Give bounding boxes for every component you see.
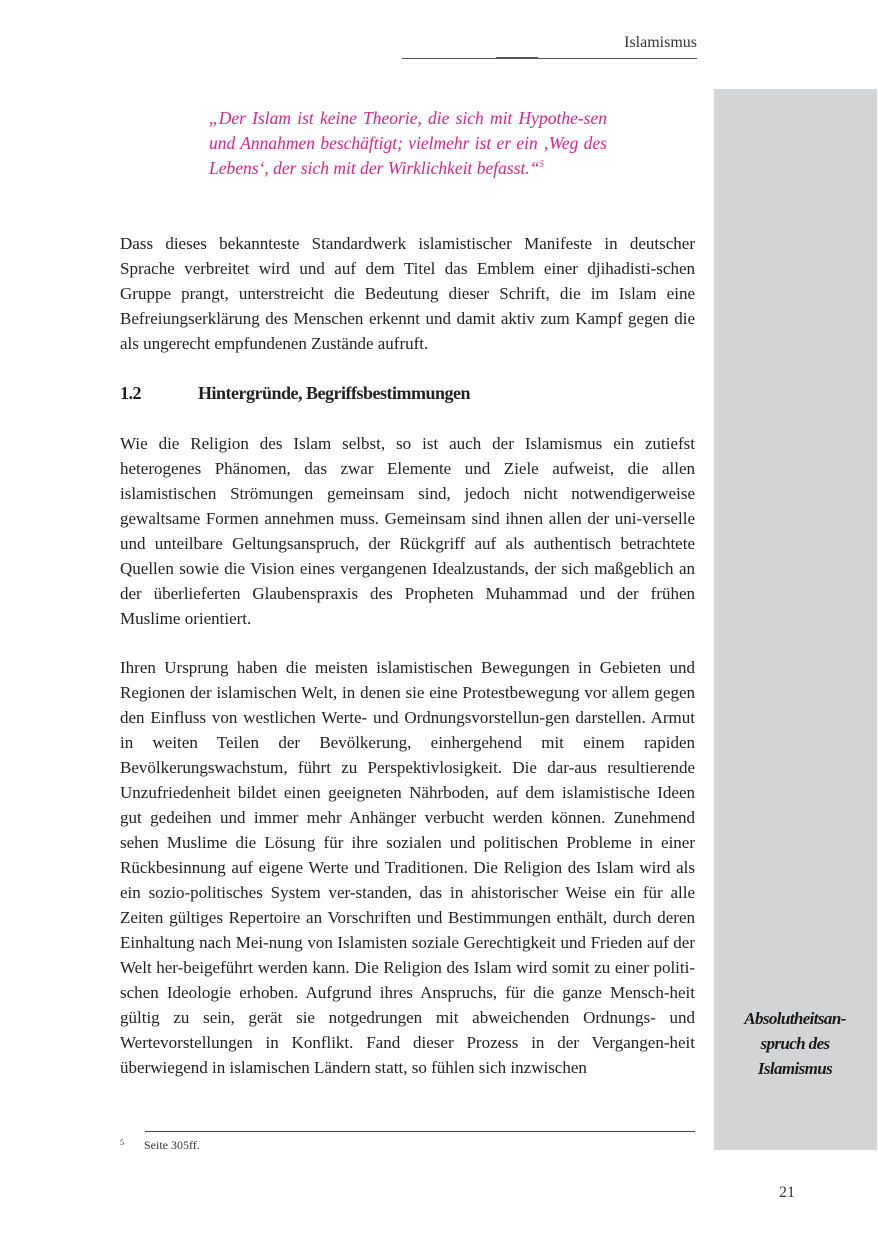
block-quote: [209, 106, 607, 181]
running-head: Islamismus: [624, 34, 697, 51]
paragraph-1: Dass dieses bekannteste Standardwerk islamistischer Manifeste in deutscher Sprache verbreitet wird und auf dem Titel das Emblem einer djihadisti-schen Gruppe prangt, unterstreicht die Bedeutung dieser Schrift, die im Islam eine Befreiungserklärung des Menschen erkennt und damit aktiv zum Kampf gegen die als ungerecht empfundenen Zustände aufruft.: [120, 234, 695, 353]
footnote-text: Seite 305ff.: [144, 1138, 200, 1152]
section-number: 1.2: [120, 383, 141, 403]
margin-note: Absolutheitsan- spruch des Islamismus: [744, 1009, 846, 1078]
page-number: 21: [779, 1184, 795, 1201]
paragraph-3: Ihren Ursprung haben die meisten islamistischen Bewegungen in Gebieten und Regionen der islamischen Welt, in denen sie eine Protestbewegung vor allem gegen den Einfluss von westlichen Werte- und Ordnungsvorstellun-gen darstellen. Armut in weiten Teilen der Bevölkerung, einhergehend mit einem rapiden Bevölkerungswachstum, führt zu Perspektivlosigkeit. Die dar-aus resultierende Unzufriedenheit bildet einen geeigneten Nährboden, auf dem islamistische Ideen gut gedeihen und immer mehr Anhänger verbucht werden können. Zunehmend sehen Muslime die Lösung für ihre sozialen und politischen Probleme in einer Rückbesinnung auf eigene Werte und Traditionen. Die Religion des Islam wird als ein sozio-politisches System ver-standen, das in ahistorischer Weise ein für alle Zeiten gültiges Repertoire an Vorschriften und Bestimmungen enthält, durch deren Einhaltung nach Mei-nung von Islamisten soziale Gerechtigkeit und Frieden auf der Welt her-beigeführt werden kann. Die Religion des Islam wird somit zu einer politi-schen Ideologie erhoben. Aufgrund ihres Anspruchs, für die ganze Mensch-heit gültig zu sein, gerät sie notgedrungen mit abweichenden Ordnungs- und Wertevorstellungen in Konflikt. Fand dieser Prozess in der Vergangen-heit überwiegend in islamischen Ländern statt, so fühlen sich inzwischen: [120, 658, 695, 1077]
footnote: [120, 1138, 200, 1153]
paragraph-2: Wie die Religion des Islam selbst, so ist auch der Islamismus ein zutiefst heterogenes Phänomen, das zwar Elemente und Ziele aufweist, die allen islamistischen Strömungen gemeinsam sind, jedoch nicht notwendigerweise gewaltsame Formen annehmen muss. Gemeinsam sind ihnen allen der uni-verselle und unteilbare Geltungsanspruch, der Rückgriff auf als authentisch betrachtete Quellen sowie die Vision eines vergangenen Idealzustands, der sich maßgeblich an der überlieferten Glaubenspraxis des Propheten Muhammad und der frühen Muslime orientiert.: [120, 434, 695, 628]
quote-text: „Der Islam ist keine Theorie, die sich mit Hypothe-sen und Annahmen beschäftigt; vielmehr ist er ein ‚Weg des Lebens‘, der sich mit der Wirklichkeit befasst.“: [209, 108, 607, 178]
margin-sidebar: [714, 89, 877, 1150]
header-rule: [402, 58, 697, 59]
header-rule-accent: [496, 57, 538, 59]
quote-footnote-ref[interactable]: 5: [539, 159, 545, 170]
section-title: Hintergründe, Begriffsbestimmungen: [198, 383, 470, 403]
footnote-rule: [145, 1131, 695, 1132]
footnote-mark: 5: [120, 1138, 124, 1147]
section-heading: [120, 381, 695, 406]
